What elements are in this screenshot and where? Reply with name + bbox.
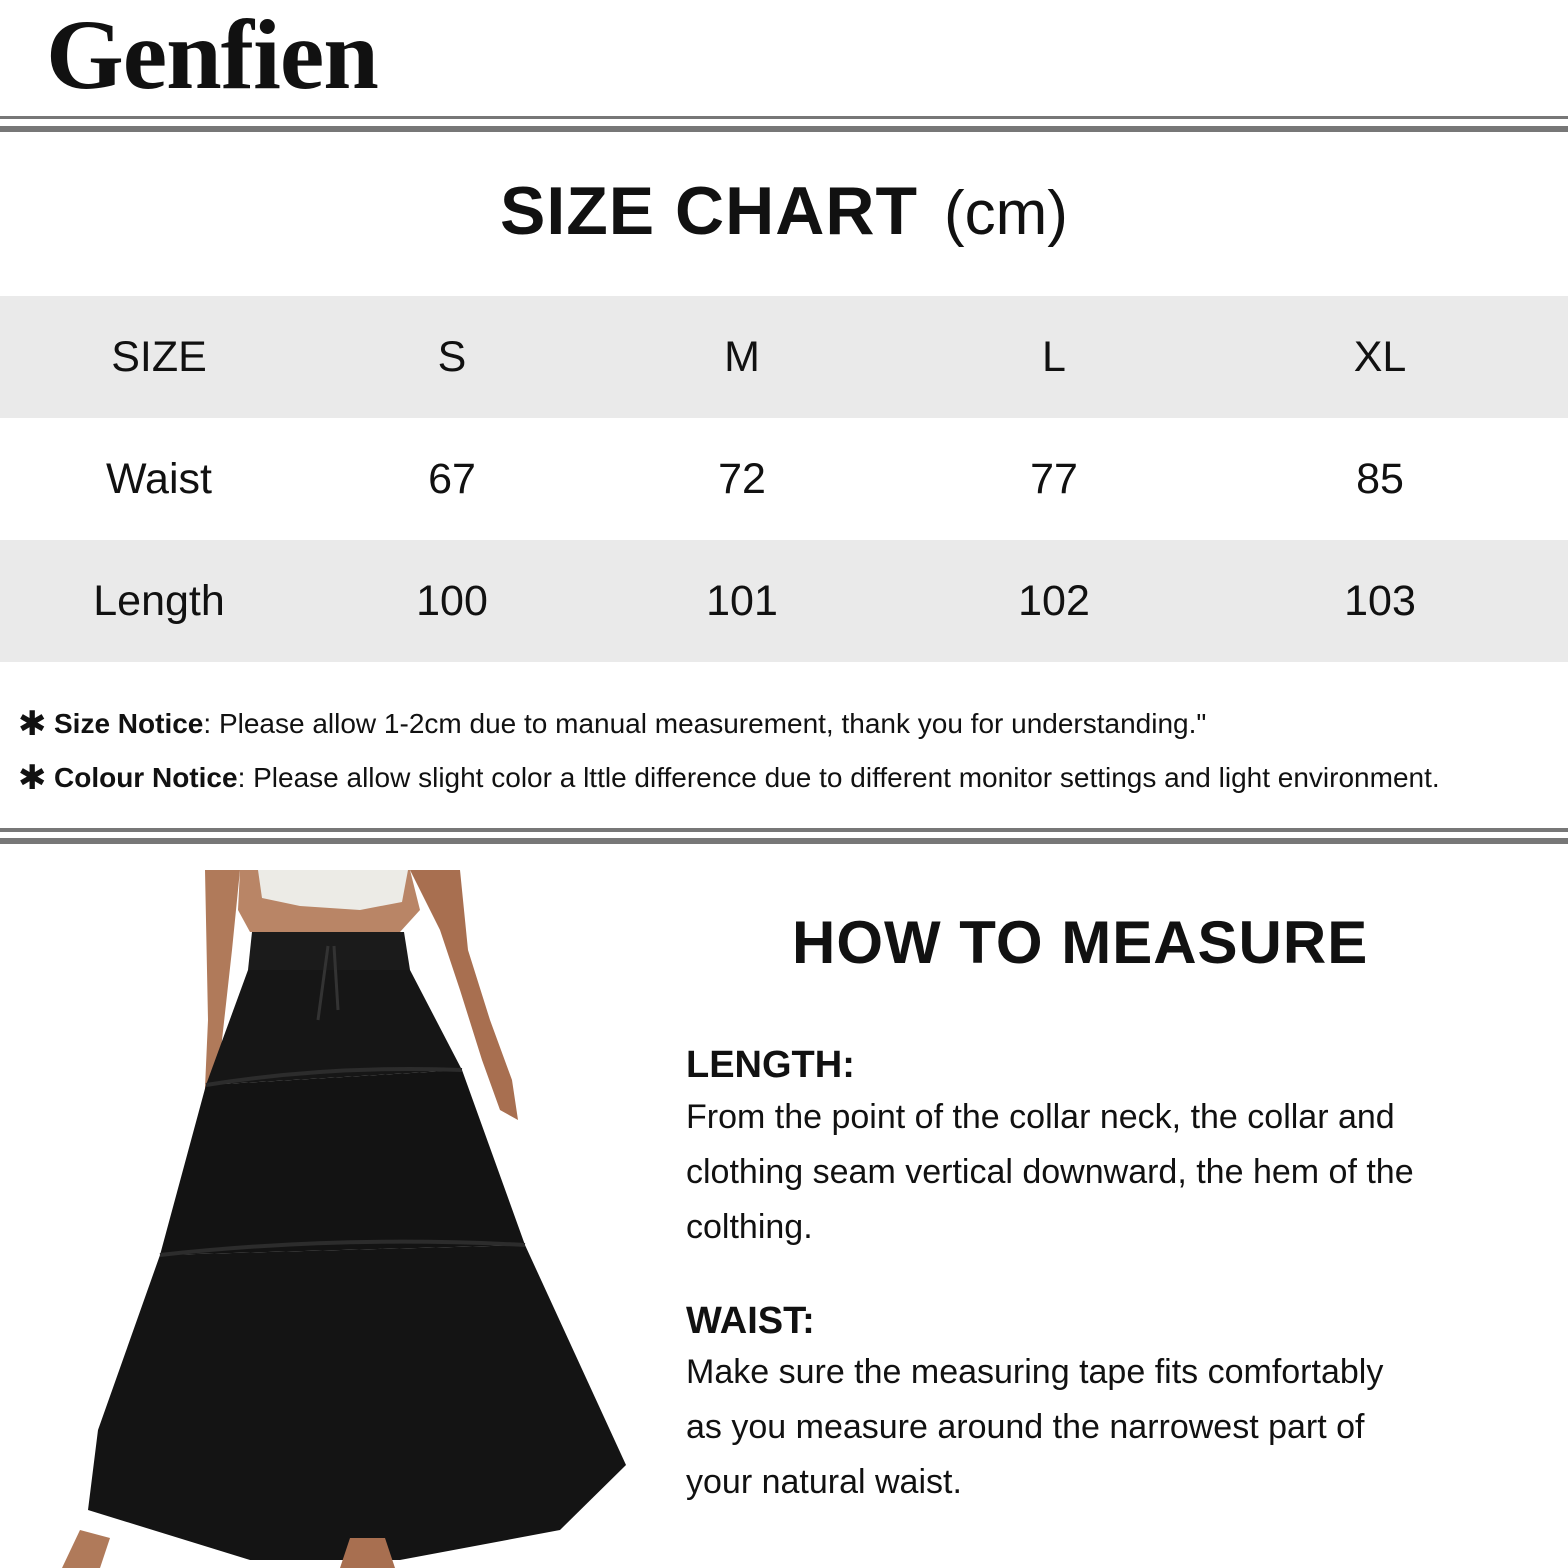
- header-cell-size: SIZE: [111, 333, 207, 381]
- asterisk-icon: ✱: [18, 705, 47, 743]
- size-notice-label: Size Notice: [54, 708, 204, 739]
- table-cell: 67: [428, 455, 476, 503]
- size-chart-heading: [0, 172, 1568, 250]
- table-cell: 72: [718, 455, 766, 503]
- header-cell-xl: XL: [1353, 333, 1407, 381]
- table-cell: 85: [1356, 455, 1404, 503]
- table-cell: 101: [706, 577, 778, 625]
- row-label-length: Length: [93, 577, 225, 625]
- brand-logo: Genfien: [46, 0, 378, 110]
- divider-top-thick: [0, 126, 1568, 132]
- length-heading: LENGTH:: [686, 1044, 855, 1086]
- length-line: From the point of the collar neck, the collar and: [686, 1098, 1395, 1136]
- table-cell: 102: [1018, 577, 1090, 625]
- header-cell-m: M: [724, 333, 760, 381]
- table-cell: 100: [416, 577, 488, 625]
- colour-notice-text: : Please allow slight color a lttle difference due to different monitor settings and light environment.: [237, 762, 1440, 793]
- waist-line: Make sure the measuring tape fits comfortably: [686, 1353, 1384, 1391]
- divider-mid-thin: [0, 828, 1568, 832]
- table-header-row: [0, 296, 1568, 418]
- skirt-model-photo: [0, 870, 640, 1568]
- divider-mid-thick: [0, 838, 1568, 844]
- waist-heading: WAIST:: [686, 1300, 815, 1342]
- length-line: clothing seam vertical downward, the hem of the: [686, 1153, 1414, 1191]
- asterisk-icon: ✱: [18, 759, 47, 797]
- row-label-waist: Waist: [106, 455, 212, 503]
- size-table: [0, 296, 1568, 662]
- size-chart-unit: (cm): [944, 179, 1068, 248]
- size-notice: [18, 704, 1206, 744]
- size-notice-text: : Please allow 1-2cm due to manual measurement, thank you for understanding.": [203, 708, 1207, 739]
- waist-line: as you measure around the narrowest part of: [686, 1408, 1365, 1446]
- table-row-length: [0, 540, 1568, 662]
- table-row-waist: [0, 418, 1568, 540]
- divider-top-thin: [0, 116, 1568, 119]
- table-cell: 77: [1030, 455, 1078, 503]
- colour-notice: [18, 758, 1440, 798]
- table-cell: 103: [1344, 577, 1416, 625]
- how-to-measure-title: HOW TO MEASURE: [792, 909, 1369, 976]
- header-cell-s: S: [437, 333, 467, 381]
- header-cell-l: L: [1042, 333, 1066, 381]
- colour-notice-label: Colour Notice: [54, 762, 238, 793]
- length-description: [686, 1090, 1516, 1255]
- waist-line: your natural waist.: [686, 1463, 962, 1501]
- size-chart-title: SIZE CHART: [500, 173, 919, 249]
- waist-description: [686, 1345, 1516, 1510]
- length-line: colthing.: [686, 1208, 813, 1246]
